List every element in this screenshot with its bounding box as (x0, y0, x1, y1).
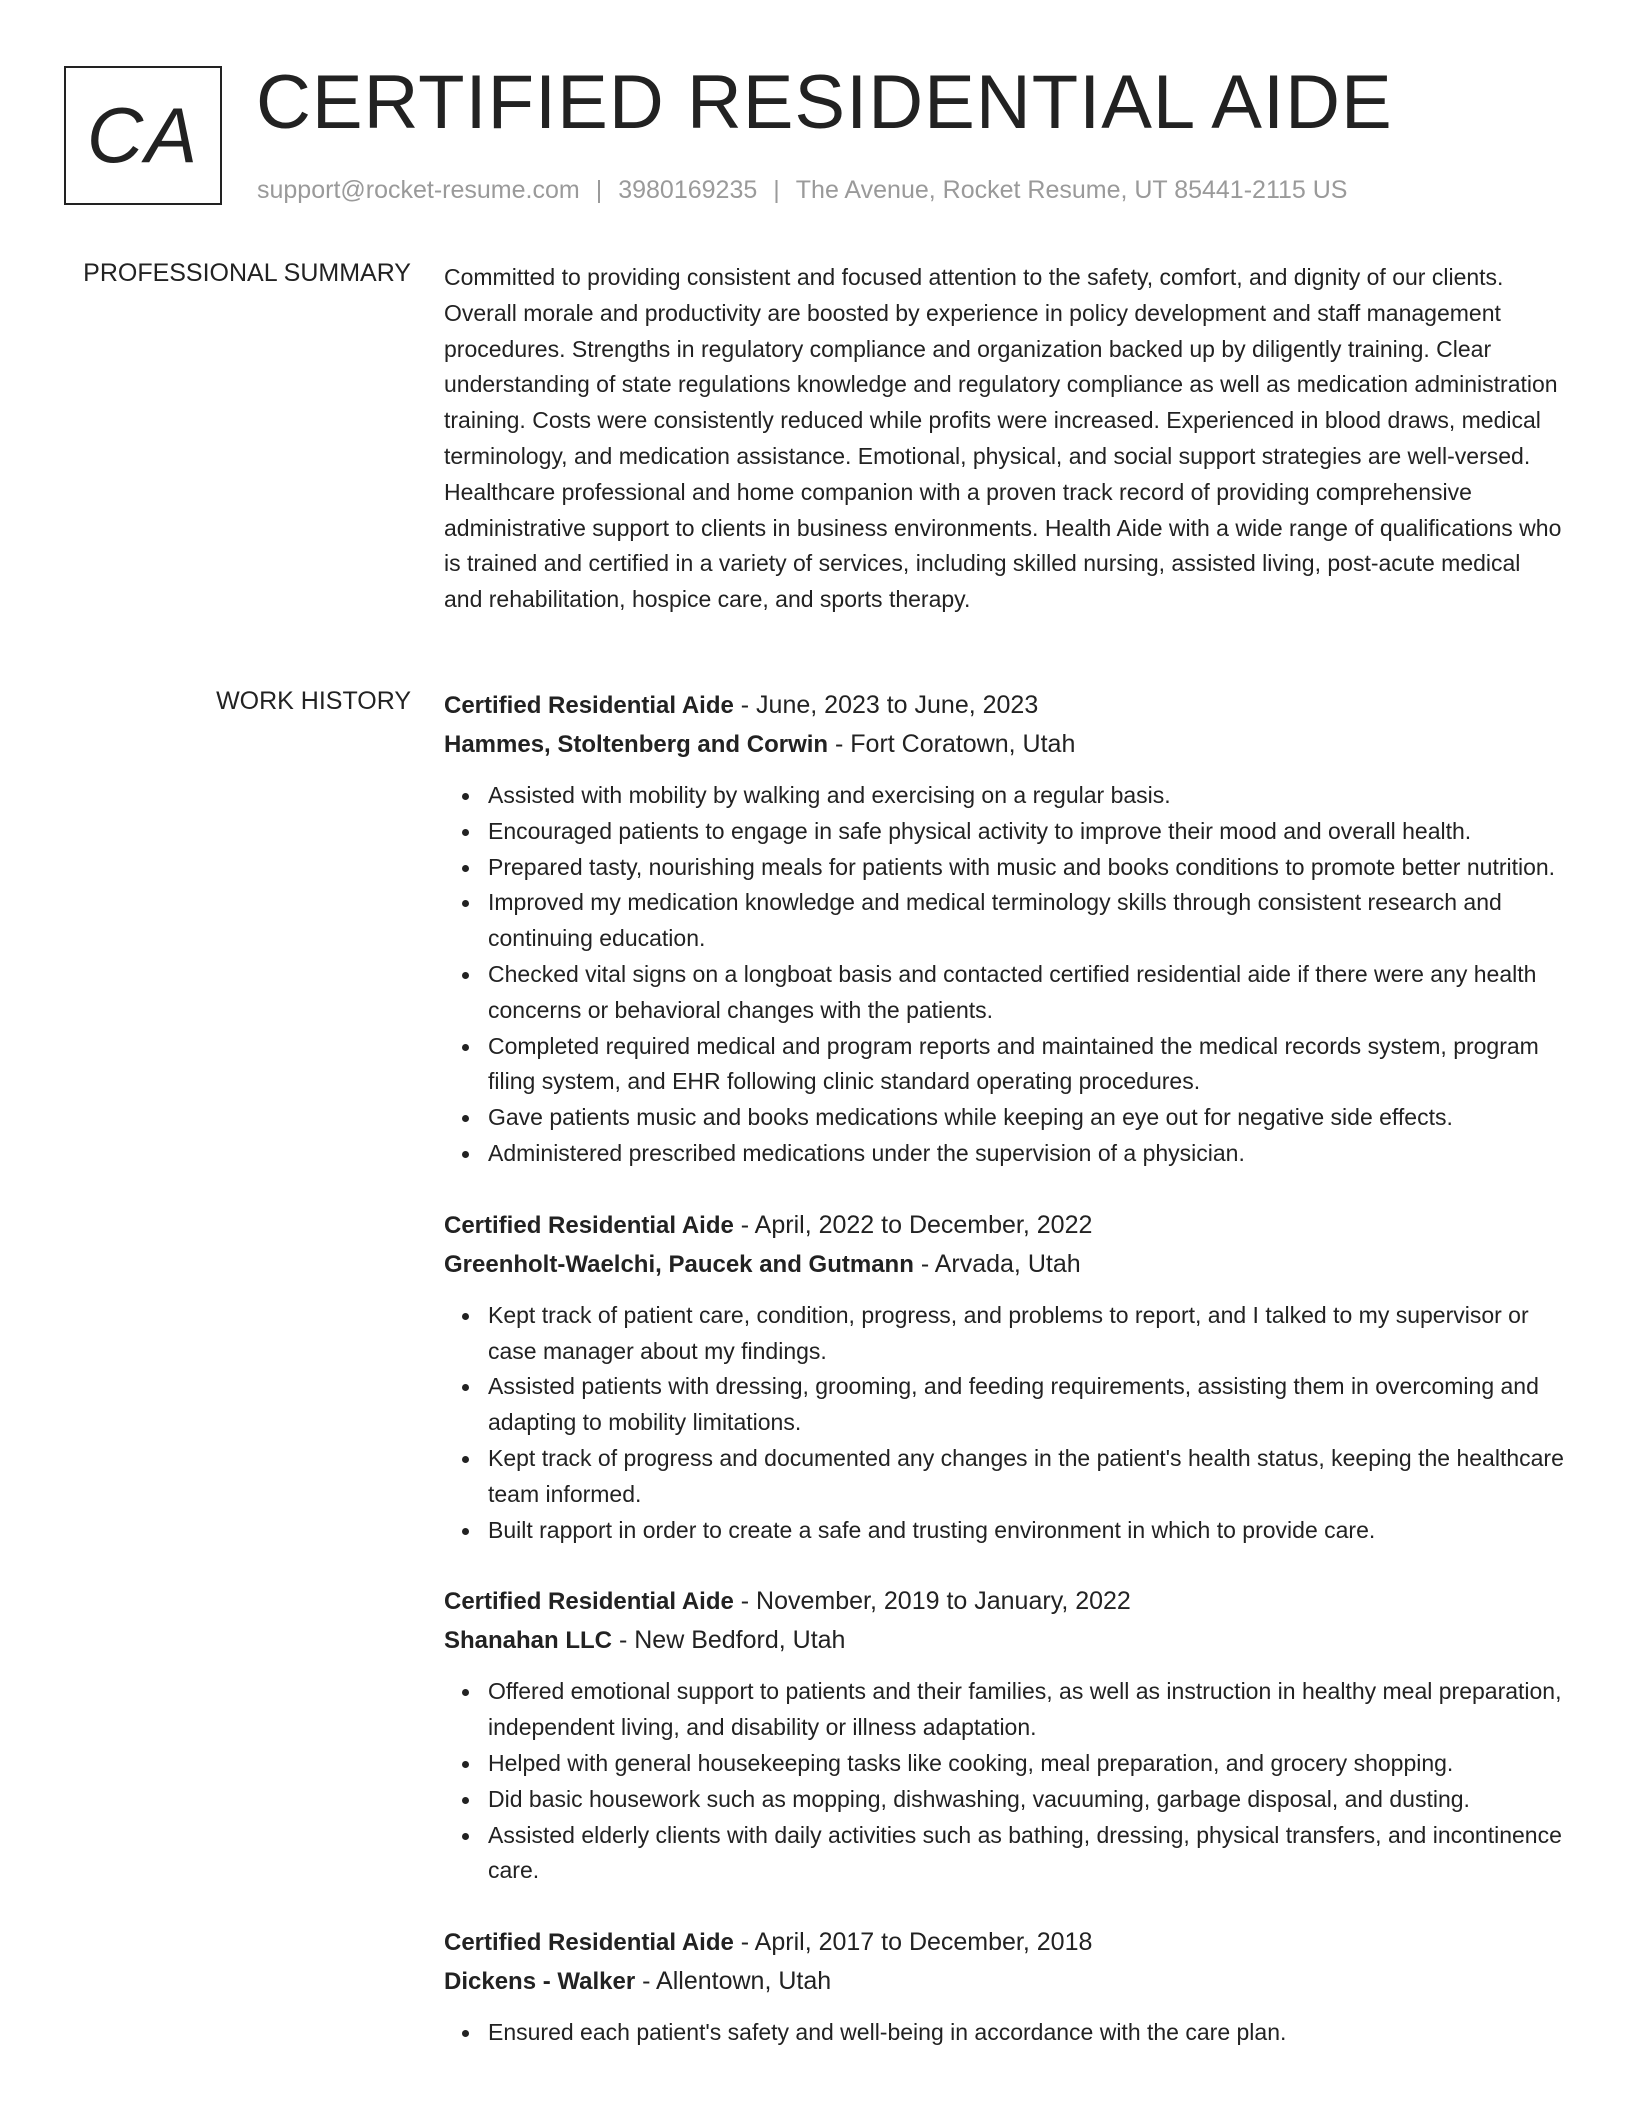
job-location: - Arvada, Utah (913, 1249, 1081, 1278)
contact-separator: | (595, 176, 603, 204)
job-entry (444, 1582, 1564, 1889)
resume-title: CERTIFIED RESIDENTIAL AIDE (256, 60, 1393, 145)
job-company: Greenholt-Waelchi, Paucek and Gutmann (444, 1250, 914, 1278)
job-bullet-list (444, 1674, 1564, 1889)
job-title: Certified Residential Aide (444, 1588, 734, 1616)
job-bullet-item: Helped with general housekeeping tasks like cooking, meal preparation, and grocery shopping. (488, 1746, 1564, 1782)
job-bullet-list (444, 2015, 1564, 2051)
contact-phone[interactable]: 3980169235 (618, 176, 758, 204)
work-history-list (444, 686, 1564, 2085)
job-bullet-list (444, 778, 1564, 1172)
job-dates: - June, 2023 to June, 2023 (733, 691, 1039, 719)
contact-separator: | (773, 176, 780, 204)
job-company-line (444, 1245, 1564, 1284)
job-bullet-item: Assisted with mobility by walking and exercising on a regular basis. (488, 778, 1564, 814)
job-title-line (444, 1582, 1564, 1621)
job-bullet-item: Offered emotional support to patients and their families, as well as instruction in healthy meal preparation, independent living, and disability or illness adaptation. (488, 1674, 1564, 1746)
job-bullet-item: Assisted patients with dressing, grooming, and feeding requirements, assisting them in overcoming and adapting to mobility limitations. (488, 1369, 1564, 1441)
job-location: - Fort Coratown, Utah (828, 730, 1076, 758)
contact-address: The Avenue, Rocket Resume, UT 85441-2115 US (795, 176, 1348, 204)
job-company-line (444, 1621, 1564, 1660)
job-entry (444, 1923, 1564, 2051)
job-company-line (444, 725, 1564, 764)
job-title: Certified Residential Aide (444, 692, 734, 719)
job-dates: - April, 2017 to December, 2018 (733, 1928, 1093, 1957)
monogram-logo: CA (64, 66, 222, 205)
contact-line (257, 175, 1347, 205)
job-location: - New Bedford, Utah (612, 1626, 846, 1655)
job-bullet-item: Improved my medication knowledge and medical terminology skills through consistent research and continuing education. (488, 885, 1564, 957)
job-location: - Allentown, Utah (635, 1967, 832, 1996)
job-bullet-item: Built rapport in order to create a safe and trusting environment in which to provide care. (488, 1513, 1564, 1549)
job-bullet-item: Checked vital signs on a longboat basis and contacted certified residential aide if there were any health concerns or behavioral changes with the patients. (488, 957, 1564, 1029)
job-bullet-item: Did basic housework such as mopping, dishwashing, vacuuming, garbage disposal, and dusting. (488, 1782, 1564, 1818)
job-entry (444, 686, 1564, 1172)
summary-section-label: PROFESSIONAL SUMMARY (83, 259, 411, 287)
job-title: Certified Residential Aide (444, 1929, 734, 1957)
job-company: Dickens - Walker (444, 1968, 636, 1996)
job-title-line (444, 1206, 1564, 1245)
contact-email[interactable]: support@rocket-resume.com (257, 176, 580, 204)
summary-text: Committed to providing consistent and focused attention to the safety, comfort, and dignity of our clients. Overall morale and productivity are boosted by experience in policy development and staff management procedures. Strengths in regulatory compliance and organization backed up by diligently training. Clear understanding of state regulations knowledge and regulatory compliance as well as medication administration training. Costs were consistently reduced while profits were increased. Experienced in blood draws, medical terminology, and medication assistance. Emotional, physical, and social support strategies are well-versed. Healthcare professional and home companion with a proven track record of providing comprehensive administrative support to clients in business environments. Health Aide with a wide range of qualifications who is trained and certified in a variety of services, including skilled nursing, assisted living, post-acute medical and rehabilitation, hospice care, and sports therapy. (444, 264, 1562, 613)
job-bullet-item: Assisted elderly clients with daily activities such as bathing, dressing, physical transfers, and incontinence care. (488, 1818, 1564, 1890)
job-company: Shanahan LLC (444, 1627, 613, 1655)
job-title-line (444, 686, 1564, 725)
job-dates: - April, 2022 to December, 2022 (733, 1210, 1093, 1239)
job-bullet-item: Completed required medical and program reports and maintained the medical records system, program filing system, and EHR following clinic standard operating procedures. (488, 1029, 1564, 1101)
job-title-line (444, 1923, 1564, 1962)
job-bullet-item: Administered prescribed medications under the supervision of a physician. (488, 1136, 1564, 1172)
job-company-line (444, 1962, 1564, 2001)
job-bullet-item: Kept track of progress and documented any changes in the patient's health status, keeping the healthcare team informed. (488, 1441, 1564, 1513)
job-bullet-item: Gave patients music and books medications while keeping an eye out for negative side effects. (488, 1100, 1564, 1136)
job-title: Certified Residential Aide (444, 1211, 734, 1239)
job-bullet-item: Ensured each patient's safety and well-being in accordance with the care plan. (488, 2015, 1564, 2051)
job-entry (444, 1206, 1564, 1549)
job-bullet-item: Kept track of patient care, condition, progress, and problems to report, and I talked to my supervisor or case manager about my findings. (488, 1298, 1564, 1370)
job-bullet-item: Encouraged patients to engage in safe physical activity to improve their mood and overall health. (488, 814, 1564, 850)
job-dates: - November, 2019 to January, 2022 (733, 1587, 1131, 1616)
job-company: Hammes, Stoltenberg and Corwin (444, 731, 829, 758)
work-history-section-label: WORK HISTORY (216, 687, 411, 715)
job-bullet-list (444, 1298, 1564, 1549)
job-bullet-item: Prepared tasty, nourishing meals for patients with music and books conditions to promote better nutrition. (488, 850, 1564, 886)
